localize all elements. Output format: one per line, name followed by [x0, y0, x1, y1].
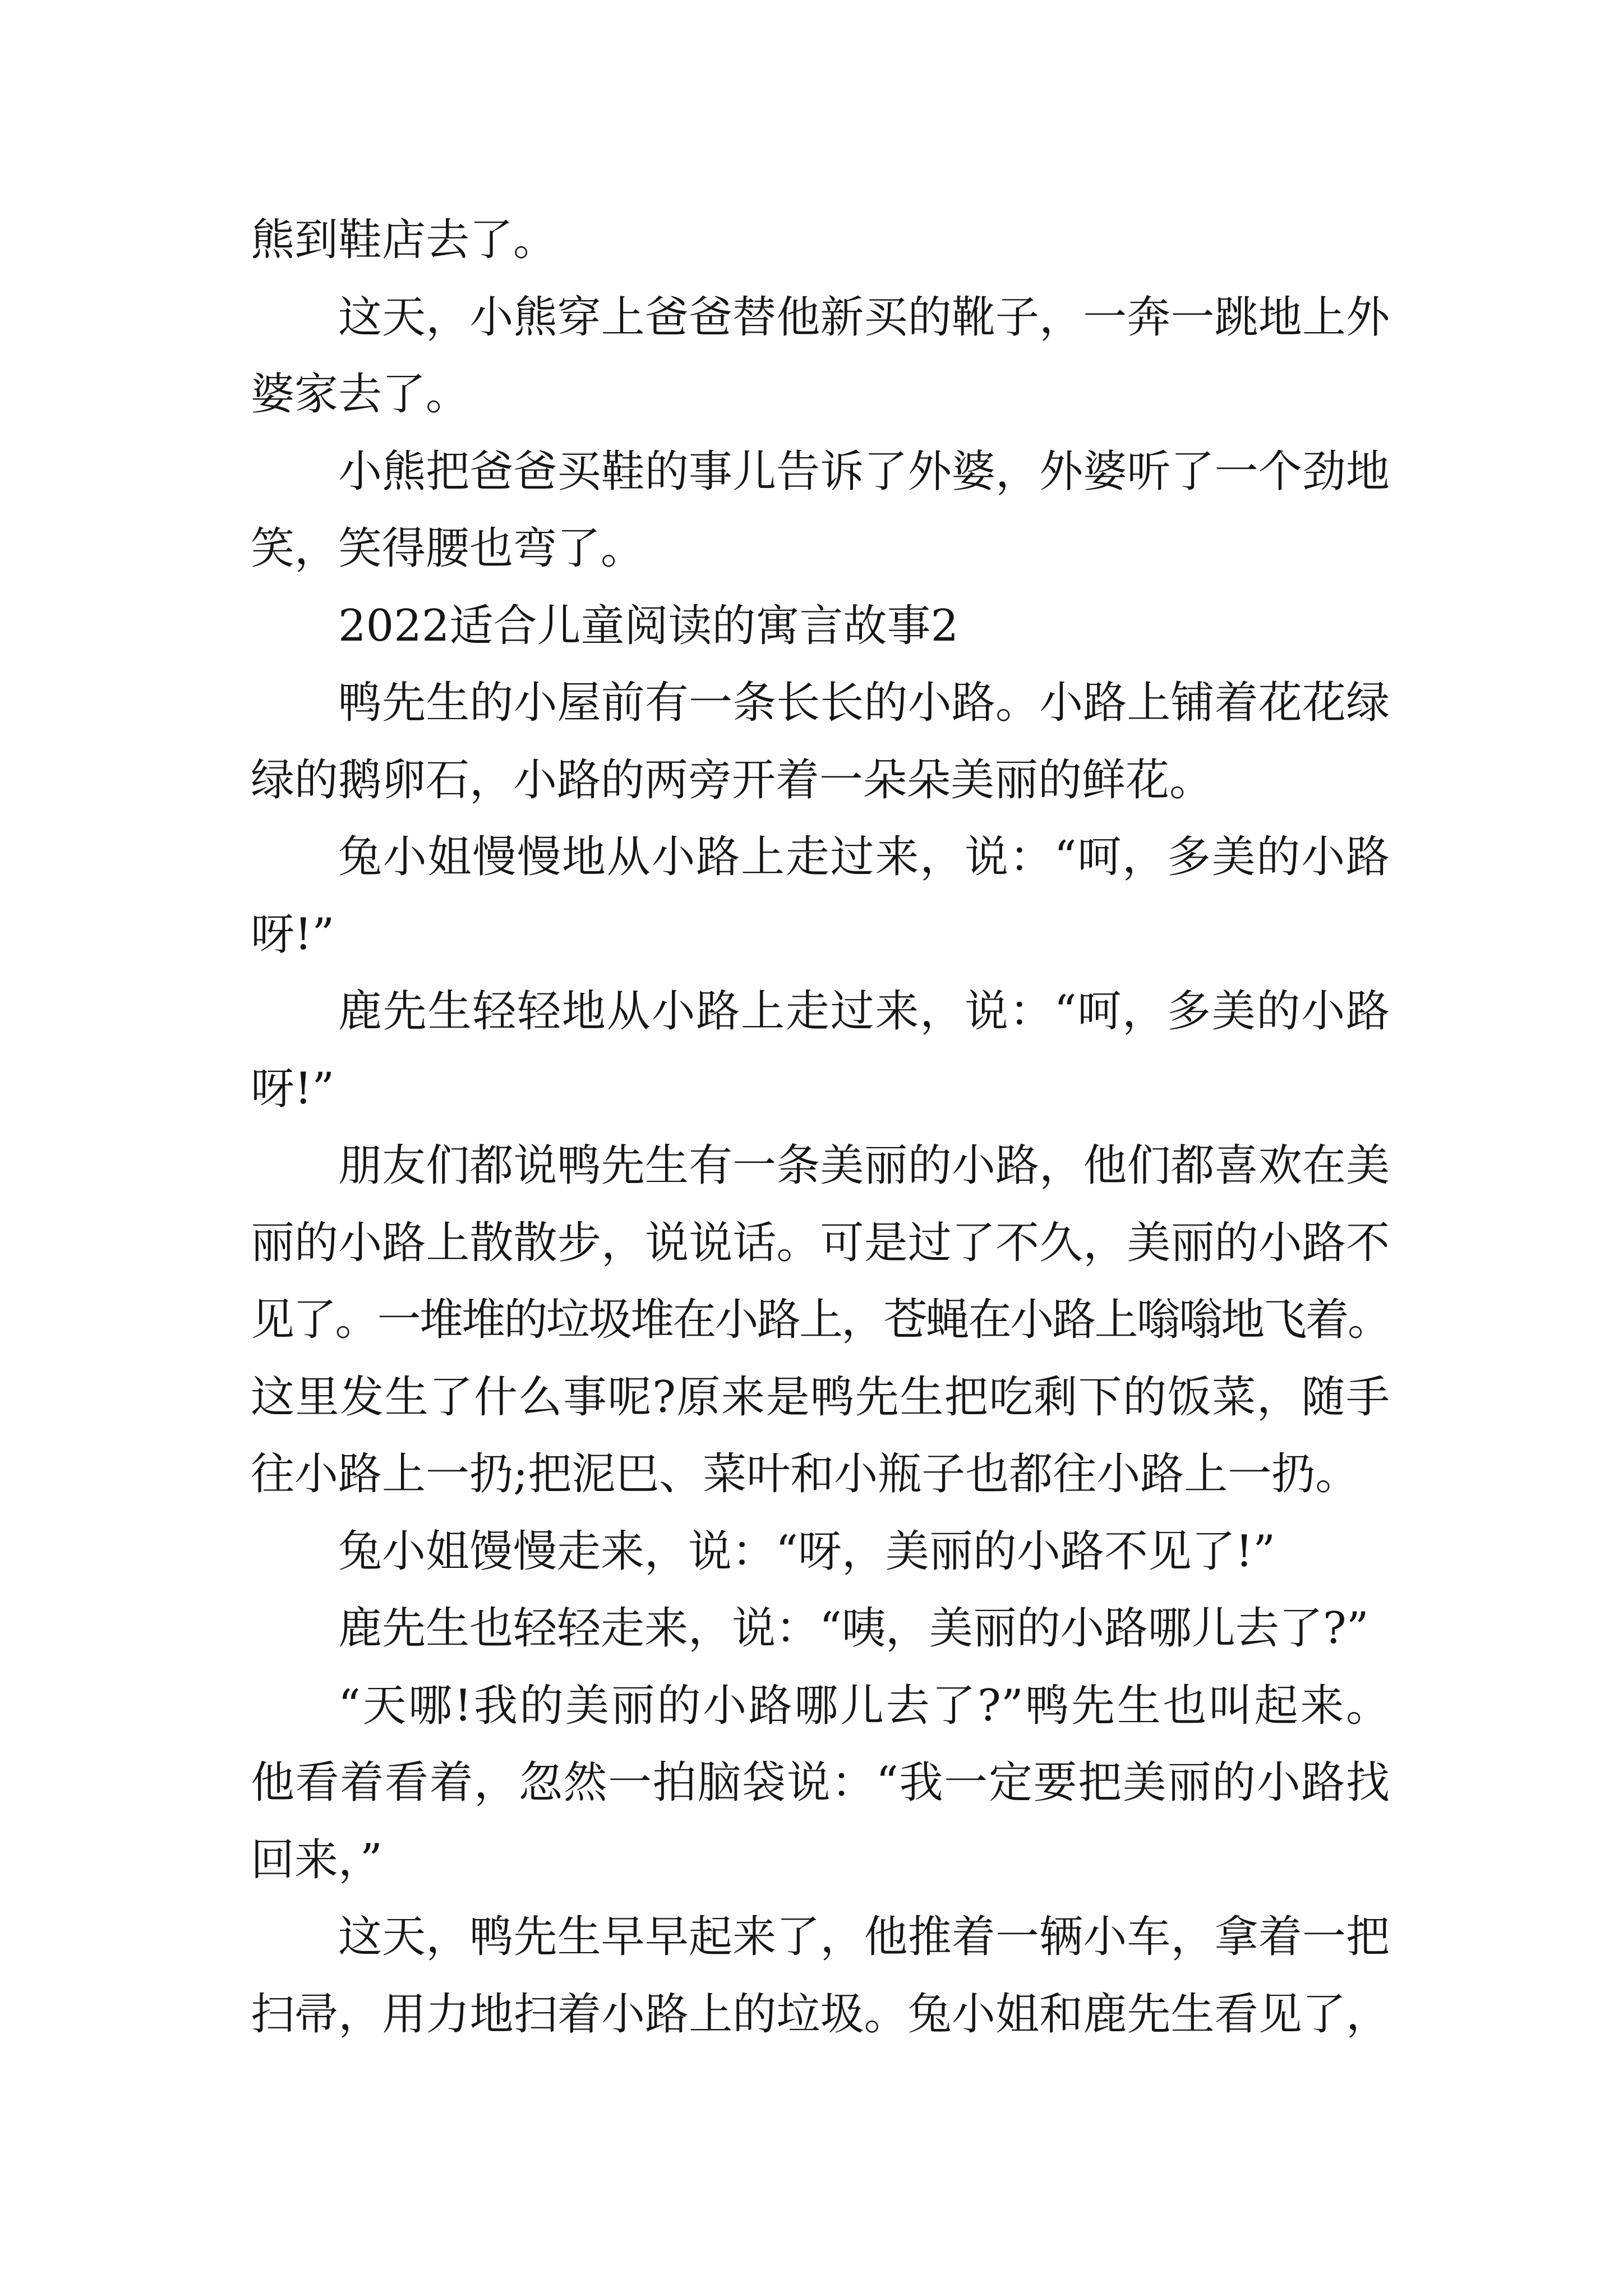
- text-line: “天哪!我的美丽的小路哪儿去了?”鸭先生也叫起来。: [338, 1680, 1390, 1731]
- text-line: 这天，鸭先生早早起来了，他推着一辆小车，拿着一把: [338, 1912, 1390, 1962]
- paragraph: [251, 973, 1390, 1128]
- paragraph: [251, 279, 1390, 434]
- text-line: 兔小姐馒慢走来，说：“呀，美丽的小路不见了!”: [338, 1526, 1276, 1577]
- section-heading-block: [251, 588, 1390, 665]
- text-line: 鹿先生也轻轻走来，说：“咦，美丽的小路哪儿去了?”: [338, 1603, 1369, 1654]
- paragraph: [251, 202, 1390, 279]
- section-heading: 2022适合儿童阅读的寓言故事2: [338, 600, 959, 651]
- text-line: 绿的鹅卵石，小路的两旁开着一朵朵美丽的鲜花。: [251, 754, 1214, 806]
- text-line: 朋友们都说鸭先生有一条美丽的小路，他们都喜欢在美: [338, 1140, 1390, 1191]
- text-line: 这天，小熊穿上爸爸替他新买的靴子，一奔一跳地上外: [338, 292, 1390, 343]
- text-line: 婆家去了。: [251, 369, 470, 420]
- paragraph: [251, 1899, 1390, 2053]
- paragraph: [251, 1668, 1390, 1899]
- text-line: 兔小姐慢慢地从小路上走过来，说：“呵，多美的小路: [338, 832, 1390, 882]
- paragraph: [251, 1513, 1390, 1591]
- paragraph: [251, 434, 1390, 588]
- text-line: 这里发生了什么事呢?原来是鸭先生把吃剩下的饭菜，随手: [251, 1372, 1390, 1423]
- paragraph: [251, 665, 1390, 819]
- text-line: 呀!”: [251, 909, 335, 960]
- text-line: 往小路上一扔;把泥巴、菜叶和小瓶子也都往小路上一扔。: [251, 1449, 1359, 1499]
- text-line: 呀!”: [251, 1063, 335, 1114]
- paragraph: [251, 1590, 1390, 1668]
- text-line: 鹿先生轻轻地从小路上走过来，说：“呵，多美的小路: [338, 986, 1390, 1037]
- text-line: 他看着看着，忽然一拍脑袋说：“我一定要把美丽的小路找: [251, 1757, 1390, 1808]
- text-line: 见了。一堆堆的垃圾堆在小路上，苍蝇在小路上嗡嗡地飞着。: [251, 1295, 1390, 1345]
- paragraph: [251, 819, 1390, 973]
- text-line: 丽的小路上散散步，说说话。可是过了不久，美丽的小路不: [251, 1217, 1390, 1268]
- text-line: 扫帚，用力地扫着小路上的垃圾。兔小姐和鹿先生看见了，: [251, 1989, 1390, 2040]
- paragraph: [251, 1128, 1390, 1513]
- text-line: 鸭先生的小屋前有一条长长的小路。小路上铺着花花绿: [338, 678, 1390, 728]
- text-line: 回来，”: [251, 1834, 382, 1885]
- text-line: 熊到鞋店去了。: [251, 215, 557, 265]
- body-text: [251, 202, 1390, 2053]
- text-line: 笑，笑得腰也弯了。: [251, 523, 645, 574]
- text-line: 小熊把爸爸买鞋的事儿告诉了外婆，外婆听了一个劲地: [338, 446, 1390, 497]
